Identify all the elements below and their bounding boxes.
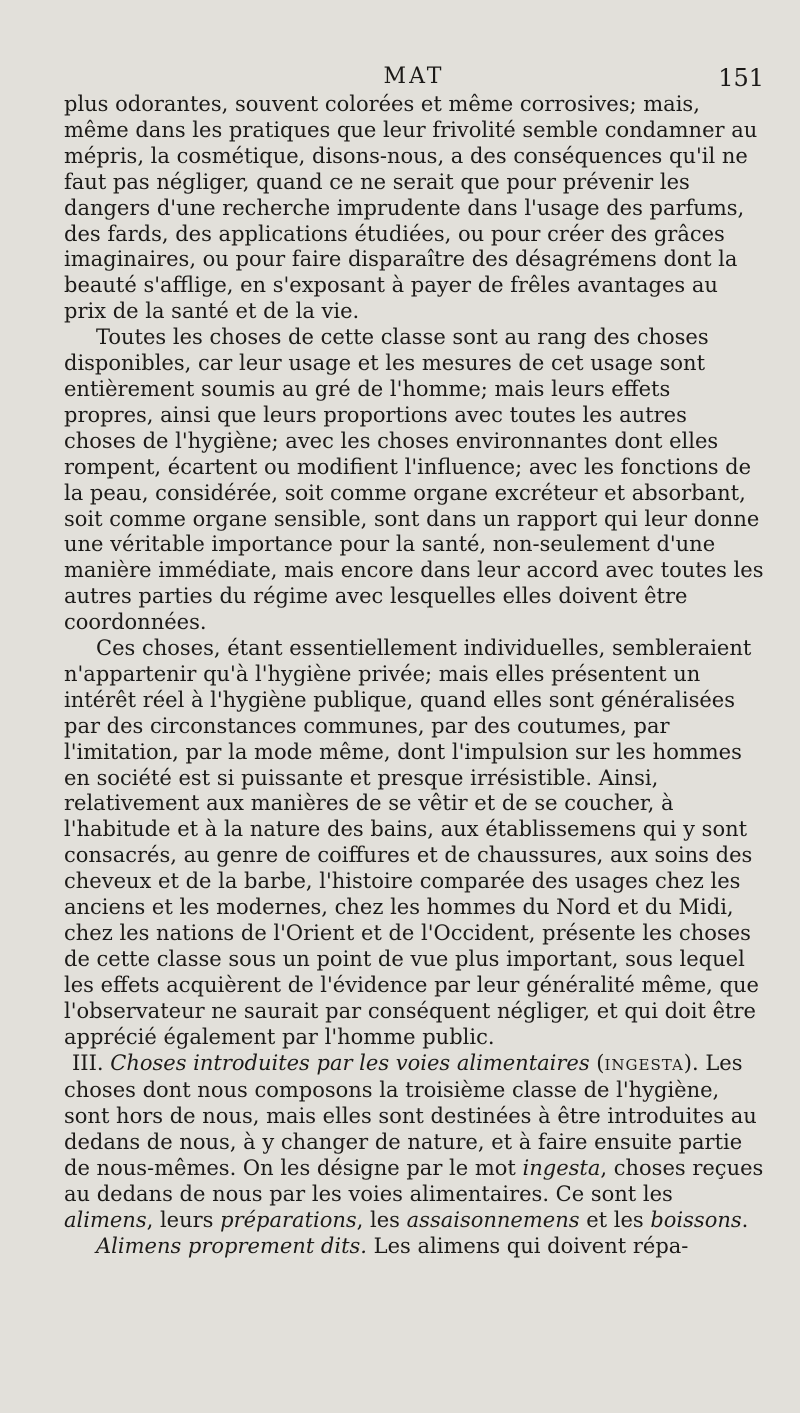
- paragraph-3: Ces choses, étant essentiellement individuelles, sembleraient n'appartenir qu'à l'hygiène privée; mais elles présentent un intérêt réel à l'hygiène publique, quand elles sont généralisées par des circonstances communes, par des coutumes, par l'imitation, par la mode même, dont l'impulsion sur les hommes en société est si puissante et presque irrésistible. Ainsi, relativement aux manières de se vêtir et de se coucher, à l'habitude et à la nature des bains, aux établissemens qui y sont consacrés, au genre de coiffures et de chaussures, aux soins des cheveux et de la barbe, l'histoire comparée des usages chez les anciens et les modernes, chez les hommes du Nord et du Midi, chez les nations de l'Orient et de l'Occident, présente les choses de cette classe sous un point de vue plus important, sous lequel les effets acquièrent de l'évidence par leur généralité même, que l'observateur ne saurait par conséquent négliger, et qui doit être apprécié également par l'homme public.: [64, 636, 759, 1049]
- section-tag: INGESTA: [604, 1055, 684, 1074]
- section-text-1: Les choses dont nous composons la troisième classe de l'hygiène, sont hors de nous, mais elles sont destinées à être introduites au dedans de nous, à y changer de nature, et à faire ensuite partie de nous-mêmes. On les désigne par le mot: [64, 1050, 757, 1181]
- paragraph-2: Toutes les choses de cette classe sont au rang des choses disponibles, car leur usage et les mesures de cet usage sont entièrement soumis au gré de l'homme; mais leurs effets propres, ainsi que leurs proportions avec toutes les autres choses de l'hygiène; avec les choses environnantes dont elles rompent, écartent ou modifient l'influence; avec les fonctions de la peau, considérée, soit comme organe excréteur et absorbant, soit comme organe sensible, sont dans un rapport qui leur donne une véritable importance pour la santé, non-seulement d'une manière immédiate, mais encore dans leur accord avec toutes les autres parties du régime avec lesquelles elles doivent être coordonnées.: [64, 325, 764, 635]
- term-ingesta: ingesta: [522, 1156, 601, 1181]
- last-paragraph-heading: Alimens proprement dits.: [96, 1233, 367, 1258]
- section-heading: Choses introduites par les voies alimentaires: [110, 1050, 590, 1075]
- term-alimens: alimens: [64, 1207, 147, 1232]
- section-text-3: , leurs: [146, 1207, 214, 1232]
- last-paragraph: [64, 1234, 764, 1260]
- last-paragraph-text: Les alimens qui doivent répa-: [373, 1233, 689, 1258]
- section-iii: III. Choses introduites par les voies alimentaires (INGESTA). Les choses dont nous composons la troisième classe de l'hygiène, sont hors de nous, mais elles sont destinées à être introduites au dedans de nous, à y changer de nature, et à faire ensuite partie de nous-mêmes. On les désigne par le mot ingesta, choses reçues au dedans de nous par les voies alimentaires. Ce sont les alimens, leurs préparations, les assaisonnemens et les boissons.: [64, 1050, 764, 1232]
- section-numeral: III.: [72, 1050, 104, 1075]
- paragraph-1: plus odorantes, souvent colorées et même corrosives; mais, même dans les pratiques que leur frivolité semble condamner au mépris, la cosmétique, disons-nous, a des conséquences qu'il ne faut pas négliger, quand ce ne serait que pour prévenir les dangers d'une recherche imprudente dans l'usage des parfums, des fards, des applications étudiées, ou pour créer des grâces imaginaires, ou pour faire disparaître des désagrémens dont la beauté s'afflige, en s'exposant à payer de frêles avantages au prix de la santé et de la vie.: [64, 92, 758, 324]
- page-number: 151: [718, 64, 764, 92]
- section-text-6: .: [741, 1207, 749, 1232]
- running-head-title: MAT: [383, 64, 445, 89]
- term-preparations: préparations: [220, 1207, 357, 1232]
- section-text-4: , les: [356, 1207, 400, 1232]
- term-boissons: boissons: [650, 1207, 742, 1232]
- section-text-2: , choses reçues au dedans de nous par les voies alimentaires. Ce sont les: [64, 1156, 764, 1207]
- term-assaisonnemens: assaisonnemens: [406, 1207, 580, 1232]
- body-text: [64, 92, 764, 1260]
- running-head: [64, 52, 764, 92]
- section-text-5: et les: [586, 1207, 644, 1232]
